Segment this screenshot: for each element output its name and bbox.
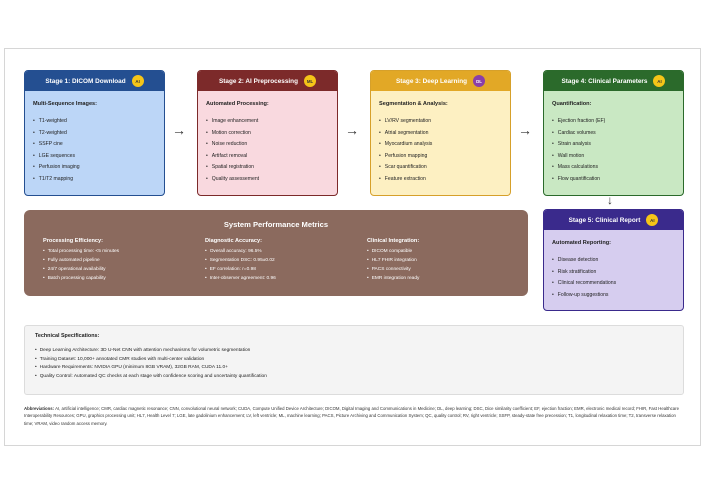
list-item: • LGE sequences bbox=[33, 151, 156, 163]
list-item: • Noise reduction bbox=[206, 139, 329, 151]
list-item: • Quality assessement bbox=[206, 174, 329, 186]
list-item: • Quality Control: Automated QC checks at each stage with confidence scoring and uncertainty quantification bbox=[35, 373, 673, 382]
flow-arrow-right-icon: → bbox=[345, 122, 359, 138]
list-item: • Image enhancement bbox=[206, 116, 329, 128]
list-item: • PACS connectivity bbox=[367, 265, 419, 274]
list-item: • Deep Learning Architecture: 3D U-Net CNN with attention mechanisms for volumetric segmentation bbox=[35, 347, 673, 356]
stage-3-box bbox=[370, 70, 511, 196]
stage-1-title: Stage 1: DICOM Download bbox=[45, 77, 126, 85]
list-item: • Hardware Requirements: NVIDIA GPU (minimum 8GB VRAM), 32GB RAM, CUDA 11.0+ bbox=[35, 364, 673, 373]
abbreviations-text: AI, artificial intelligence; CMR, cardiac magnetic resonance; CNN, convolutional neural network; CUDA, Compute Unified Device Architecture; DICOM, Digital Imaging and Communications in Medicine; DL, deep learning; DSC, Dice similarity coefficient; EF, ejection fraction; EMR, electronic medical record; FHIR, Fast Healthcare Interoperability Resources; GPU, graphics processing unit; HL7, Health Level 7; LGE, late gadolinium enhancement; LV, left ventricle; ML, machine learning; PACS, Picture Archiving and Communication System; QC, quality control; RV, right ventricle; SSFP, steady-state free precession; T1, longitudinal relaxation time; T2, transverse relaxation time; VRAM, video random access memory. bbox=[24, 406, 680, 426]
list-item: • Segmentation DSC: 0.95±0.02 bbox=[205, 256, 276, 265]
list-item: • Spatial registration bbox=[206, 162, 329, 174]
metrics-column-integration bbox=[367, 238, 419, 283]
list-item: • Training Dataset: 10,000+ annotated CMR studies with multi-center validation bbox=[35, 356, 673, 365]
list-item: • T1-weighted bbox=[33, 116, 156, 128]
list-item: • EF correlation: r=0.98 bbox=[205, 265, 276, 274]
list-item: • Strain analysis bbox=[552, 139, 675, 151]
list-item: • Myocardium analysis bbox=[379, 139, 502, 151]
list-item: • Perfusion imaging bbox=[33, 162, 156, 174]
list-item: • Risk stratification bbox=[552, 267, 675, 279]
list-item: • Disease detection bbox=[552, 255, 675, 267]
list-item: • Flow quantification bbox=[552, 174, 675, 186]
abbreviations-label: Abbreviations: bbox=[24, 406, 55, 411]
stage-1-list bbox=[33, 116, 156, 186]
list-item: • Motion correction bbox=[206, 128, 329, 140]
flow-arrow-right-icon: → bbox=[172, 122, 186, 138]
flow-arrow-down-icon: ↓ bbox=[607, 193, 613, 207]
list-item: • Perfusion mapping bbox=[379, 151, 502, 163]
stage-3-header bbox=[371, 71, 510, 91]
stage-4-box bbox=[543, 70, 684, 196]
stage-3-title: Stage 3: Deep Learning bbox=[395, 77, 468, 85]
abbreviations-footnote bbox=[24, 405, 686, 427]
technical-specifications-panel bbox=[24, 325, 684, 395]
stage-1-subtitle: Multi-Sequence Images: bbox=[33, 101, 98, 107]
list-item: • T2-weighted bbox=[33, 128, 156, 140]
stage-5-subtitle: Automated Reporting: bbox=[552, 240, 612, 246]
stage-2-badge: ML bbox=[304, 75, 316, 87]
list-item: • LV/RV segmentation bbox=[379, 116, 502, 128]
stage-1-box bbox=[24, 70, 165, 196]
stage-2-title: Stage 2: AI Preprocessing bbox=[219, 77, 298, 85]
stage-3-subtitle: Segmentation & Analysis: bbox=[379, 101, 448, 107]
list-item: • Mass calculations bbox=[552, 162, 675, 174]
stage-4-list bbox=[552, 116, 675, 186]
list-item: • 24/7 operational availability bbox=[43, 265, 119, 274]
list-item: • EMR integration ready bbox=[367, 274, 419, 283]
stage-4-subtitle: Quantification: bbox=[552, 101, 592, 107]
list-item: • T1/T2 mapping bbox=[33, 174, 156, 186]
flow-arrow-right-icon: → bbox=[518, 122, 532, 138]
list-item: • Follow-up suggestions bbox=[552, 290, 675, 302]
stage-5-header bbox=[544, 210, 683, 230]
stage-1-header bbox=[25, 71, 164, 91]
list-item: • SSFP cine bbox=[33, 139, 156, 151]
list-item: • Atrial segmentation bbox=[379, 128, 502, 140]
metrics-column-heading: Clinical Integration: bbox=[367, 238, 420, 244]
metrics-column-heading: Processing Efficiency: bbox=[43, 238, 103, 244]
tech-title: Technical Specifications: bbox=[35, 333, 100, 339]
stage-3-badge: DL bbox=[473, 75, 485, 87]
stage-2-list bbox=[206, 116, 329, 186]
list-item: • Fully automated pipeline bbox=[43, 256, 119, 265]
stage-1-badge: AI bbox=[132, 75, 144, 87]
metrics-column-heading: Diagnostic Accuracy: bbox=[205, 238, 262, 244]
list-item: • Wall motion bbox=[552, 151, 675, 163]
list-item: • Clinical recommendations bbox=[552, 278, 675, 290]
list-item: • Artifact removal bbox=[206, 151, 329, 163]
performance-metrics-panel bbox=[24, 210, 528, 296]
stage-2-subtitle: Automated Processing: bbox=[206, 101, 269, 107]
list-item: • Total processing time: <5 minutes bbox=[43, 247, 119, 256]
metrics-column-accuracy bbox=[205, 238, 276, 283]
list-item: • DICOM compatible bbox=[367, 247, 419, 256]
stage-2-box bbox=[197, 70, 338, 196]
stage-5-badge: AI bbox=[646, 214, 658, 226]
list-item: • Ejection fraction (EF) bbox=[552, 116, 675, 128]
list-item: • Overall accuracy: 96.5% bbox=[205, 247, 276, 256]
list-item: • Batch processing capability bbox=[43, 274, 119, 283]
stage-4-title: Stage 4: Clinical Parameters bbox=[561, 77, 648, 85]
stage-5-box bbox=[543, 209, 684, 311]
stage-5-title: Stage 5: Clinical Report bbox=[568, 216, 641, 224]
list-item: • Scar quantification bbox=[379, 162, 502, 174]
list-item: • Cardiac volumes bbox=[552, 128, 675, 140]
list-item: • HL7 FHIR integration bbox=[367, 256, 419, 265]
metrics-title: System Performance Metrics bbox=[223, 220, 329, 229]
stage-3-list bbox=[379, 116, 502, 186]
metrics-column-processing bbox=[43, 238, 119, 283]
stage-4-badge: AI bbox=[653, 75, 665, 87]
stage-4-header bbox=[544, 71, 683, 91]
stage-5-list bbox=[552, 255, 675, 301]
list-item: • Feature extraction bbox=[379, 174, 502, 186]
list-item: • Inter-observer agreement: 0.96 bbox=[205, 274, 276, 283]
stage-2-header bbox=[198, 71, 337, 91]
